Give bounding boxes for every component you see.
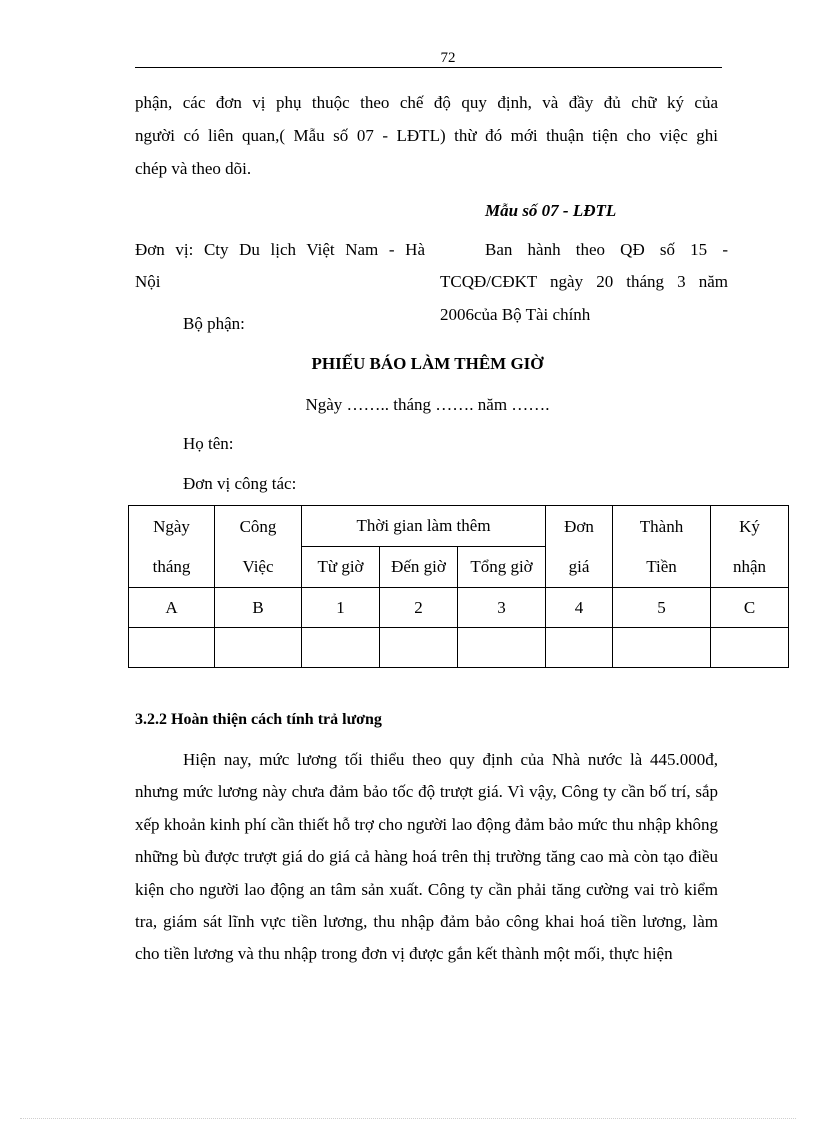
empty-cell (380, 628, 458, 668)
intro-line-3: chép và theo dõi. (135, 159, 252, 178)
unit-label-line-1: Đơn vị: Cty Du lịch Việt Nam - Hà (135, 240, 425, 259)
header-work-line-2: Việc (242, 556, 274, 576)
code-cell-2: 2 (380, 588, 458, 628)
name-label: Họ tên: (183, 434, 234, 453)
empty-cell (129, 628, 215, 668)
header-date-line-2: tháng (152, 556, 191, 576)
header-amount-cell (613, 506, 711, 588)
header-from: Từ giờ (302, 547, 380, 588)
code-cell-5: 5 (613, 588, 711, 628)
unit-label-line-2: Nội (135, 272, 161, 291)
section-heading: 3.2.2 Hoàn thiện cách tính trả lương (135, 711, 382, 728)
code-cell-3: 3 (458, 588, 546, 628)
overtime-form-table (128, 505, 789, 668)
intro-line-2: người có liên quan,( Mẫu số 07 - LĐTL) thừ đó mới thuận tiện cho việc ghi (135, 126, 718, 145)
code-cell-1: 1 (302, 588, 380, 628)
header-work-cell (215, 506, 302, 588)
header-date-cell (129, 506, 215, 588)
section-paragraph: Hiện nay, mức lương tối thiểu theo quy định của Nhà nước là 445.000đ, nhưng mức lương này chưa đảm bảo tốc độ trượt giá. Vì vậy, Công ty cần bố trí, sắp xếp khoản kinh phí cần thiết hỗ trợ cho người lao động đảm bảo mức thu nhập không những bù được trượt giá do giá cả hàng hoá trên thị trường tăng cao mà còn tạo điều kiện cho người lao động an tâm sản xuất. Công ty cần phải tăng cường vai trò kiểm tra, giám sát lĩnh vực tiền lương, thu nhập đảm bảo công khai hoá tiền lương, làm cho tiền lương và thu nhập trong đơn vị được gắn kết thành một mối, thực hiện (135, 750, 718, 964)
code-cell-4: 4 (546, 588, 613, 628)
code-cell-c: C (711, 588, 789, 628)
header-date-line-1: Ngày (153, 516, 190, 536)
header-sign-line-2: nhận (732, 556, 767, 576)
regulation-line-2: TCQĐ/CĐKT ngày 20 tháng 3 năm (440, 272, 728, 291)
code-cell-b: B (215, 588, 302, 628)
form-code: Mẫu số 07 - LĐTL (485, 201, 617, 220)
empty-cell (302, 628, 380, 668)
header-amount-line-1: Thành (639, 516, 684, 536)
header-total: Tổng giờ (458, 547, 546, 588)
section-body (135, 744, 718, 971)
empty-cell (711, 628, 789, 668)
header-work-line-1: Công (239, 516, 277, 536)
header-price-cell (546, 506, 613, 588)
department-label: Bộ phận: (183, 314, 245, 333)
date-line: Ngày …….. tháng ……. năm ……. (305, 395, 550, 414)
form-title: PHIẾU BÁO LÀM THÊM GIỜ (311, 354, 544, 373)
header-amount-line-2: Tiền (646, 556, 677, 576)
empty-cell (613, 628, 711, 668)
page-bottom-rule (20, 1118, 796, 1119)
intro-line-1: phận, các đơn vị phụ thuộc theo chế độ quy định, và đầy đủ chữ ký của (135, 93, 718, 112)
empty-cell (215, 628, 302, 668)
header-rule (135, 67, 722, 68)
regulation-line-1: Ban hành theo QĐ số 15 - (485, 240, 728, 259)
header-sign-line-1: Ký (739, 516, 760, 536)
regulation-line-3: 2006của Bộ Tài chính (440, 305, 591, 324)
code-row (129, 588, 789, 628)
page-number: 72 (440, 50, 456, 66)
header-overtime: Thời gian làm thêm (302, 506, 546, 547)
header-price-line-1: Đơn (564, 516, 594, 536)
work-unit-label: Đơn vị công tác: (183, 474, 297, 493)
empty-cell (458, 628, 546, 668)
header-to: Đến giờ (380, 547, 458, 588)
header-sign-cell (711, 506, 789, 588)
empty-cell (546, 628, 613, 668)
empty-entry-row (129, 628, 789, 668)
header-price-line-2: giá (568, 556, 590, 576)
code-cell-a: A (129, 588, 215, 628)
